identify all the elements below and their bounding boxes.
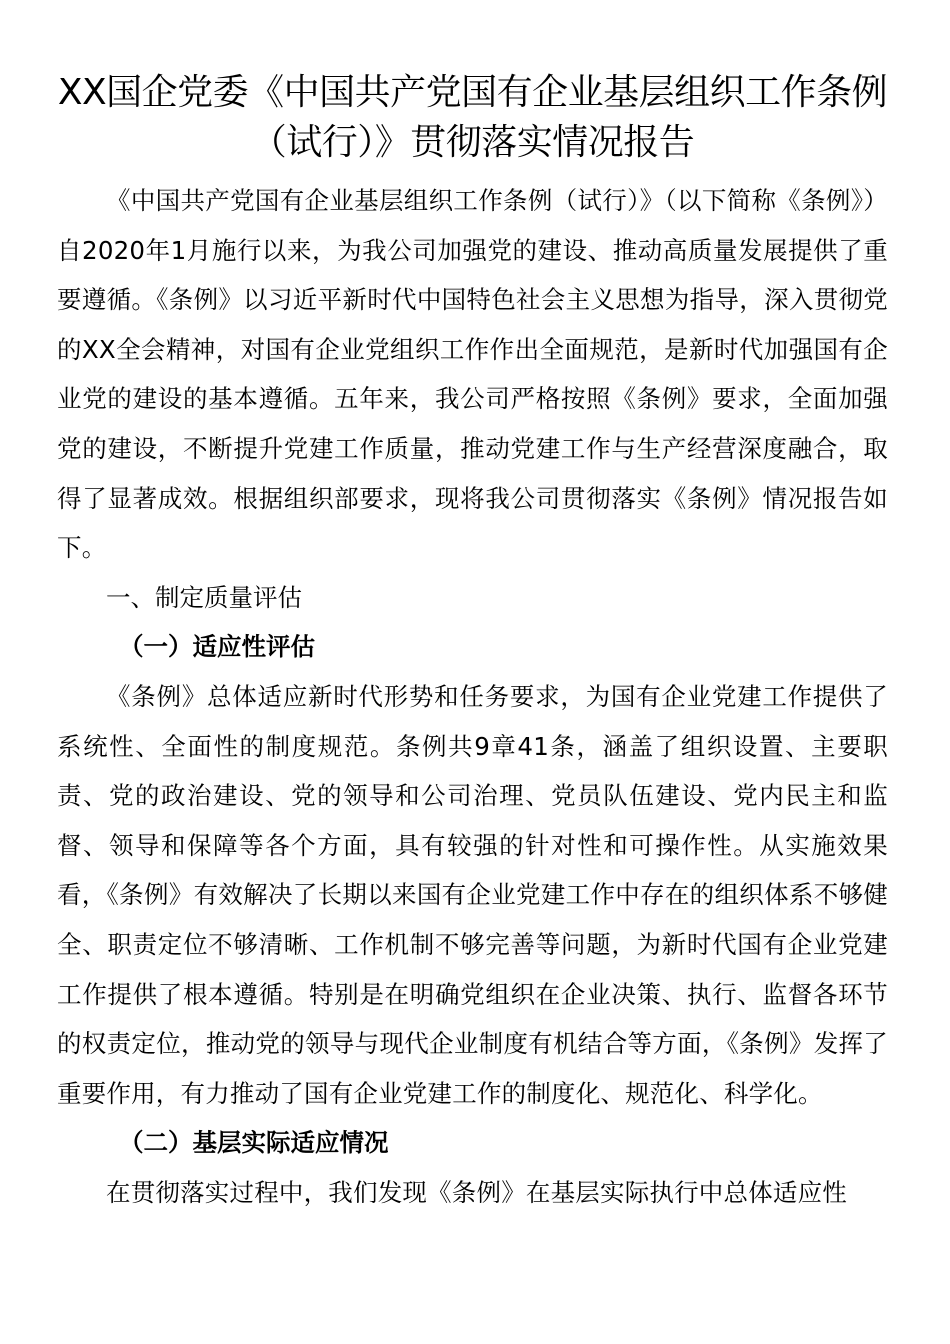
document-title (57, 68, 888, 168)
title-line-2: （试行）》贯彻落实情况报告 (250, 122, 695, 163)
subsection-1-heading: （一）适应性评估 (119, 632, 315, 662)
intro-paragraph: 《中国共产党国有企业基层组织工作条例（试行）》（以下简称《条例》）自2020年1月施行以来，为我公司加强党的建设、推动高质量发展提供了重要遵循。《条例》以习近平新时代中国特色社会主义思想为指导，深入贯彻党的XX全会精神，对国有企业党组织工作作出全面规范，是新时代加强国有企业党的建设的基本遵循。五年来，我公司严格按照《条例》要求，全面加强党的建设，不断提升党建工作质量，推动党建工作与生产经营深度融合，取得了显著成效。根据组织部要求，现将我公司贯彻落实《条例》情况报告如下。 (57, 186, 888, 563)
subsection-2-body: 在贯彻落实过程中，我们发现《条例》在基层实际执行中总体适应性 (106, 1177, 847, 1207)
subsection-2-heading: （二）基层实际适应情况 (119, 1128, 389, 1158)
section-1-heading: 一、制定质量评估 (106, 582, 302, 612)
title-line-1: XX国企党委《中国共产党国有企业基层组织工作条例 (57, 72, 888, 113)
subsection-1-body: 《条例》总体适应新时代形势和任务要求，为国有企业党建工作提供了系统性、全面性的制度规范。条例共9章41条，涵盖了组织设置、主要职责、党的政治建设、党的领导和公司治理、党员队伍建设、党内民主和监督、领导和保障等各个方面，具有较强的针对性和可操作性。从实施效果看，《条例》有效解决了长期以来国有企业党建工作中存在的组织体系不够健全、职责定位不够清晰、工作机制不够完善等问题，为新时代国有企业党建工作提供了根本遵循。特别是在明确党组织在企业决策、执行、监督各环节的权责定位，推动党的领导与现代企业制度有机结合等方面，《条例》发挥了重要作用，有力推动了国有企业党建工作的制度化、规范化、科学化。 (57, 681, 888, 1108)
